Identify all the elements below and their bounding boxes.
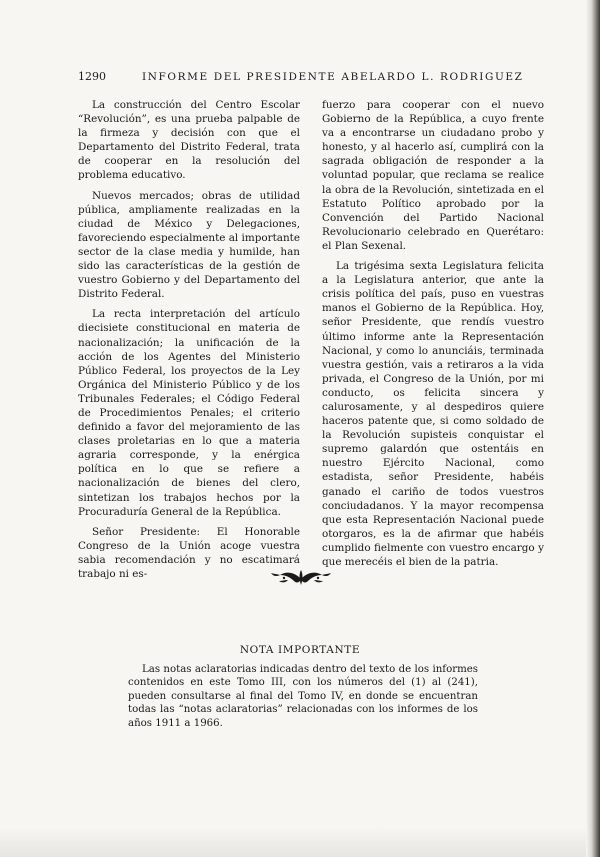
scan-shadow <box>0 827 600 857</box>
paragraph: fuerzo para cooperar con el nuevo Gobierno de la República, a cuyo frente va a encontrarse un ciudadano probo y honesto, y al hacerlo así, cumplirá con la sagrada obligación de responder a la voluntad popular, que reclama se realice la obra de la Revolución, sintetizada en el Estatuto Político aprobado por la Convención del Partido Nacional Revolucionario celebrado en Querétaro: el Plan Sexenal. <box>322 99 544 252</box>
note-paragraph: Las notas aclaratorias indicadas dentro del texto de los informes contenidos en este Tomo III, con los números del (1) al (241), pueden consultarse al final del Tomo IV, en donde se encuentran todas las “notas aclaratorias” relacionadas con los informes de los años 1911 a 1966. <box>128 664 478 729</box>
note-heading: NOTA IMPORTANTE <box>239 644 361 656</box>
left-column <box>78 98 300 587</box>
running-title: INFORME DEL PRESIDENTE ABELARDO L. RODRIGUEZ <box>142 71 524 83</box>
page-header <box>78 70 548 83</box>
paragraph: Nuevos mercados; obras de utilidad pública, ampliamente realizadas en la ciudad de México y Delegaciones, favoreciendo especialmente al importante sector de la clase media y humilde, han sido las características de la gestión de vuestro Gobierno y del Departamento del Distrito Federal. <box>78 189 300 301</box>
page-number: 1290 <box>78 70 106 83</box>
right-column <box>322 98 544 587</box>
paragraph: Señor Presidente: El Honorable Congreso de la Unión acoge vuestra sabia recomendación y no escatimará trabajo ni es- <box>78 525 300 580</box>
paragraph: La recta interpretación del artículo diecisiete constitucional en materia de nacionalización; la unificación de la acción de los Agentes del Ministerio Público Federal, los proyectos de la Ley Orgánica del Ministerio Público y de los Tribunales Federales; el Código Federal de Procedimientos Penales; el criterio definido a favor del mejoramiento de las clases proletarias en lo que a materia agraria corresponde, y la enérgica política en lo que se refiere a nacionalización de bienes del clero, sintetizan los trabajos hechos por la Procuraduría General de la República. <box>78 308 300 518</box>
paragraph: La construcción del Centro Escolar “Revolución”, es una prueba palpable de la firmeza y decisión con que el Departamento del Distrito Federal, trata de cooperar en la resolución del problema educativo. <box>78 99 300 182</box>
paragraph: La trigésima sexta Legislatura felicita a la Legislatura anterior, que ante la crisis política del país, puso en vuestras manos el Gobierno de la República. Hoy, señor Presidente, que rendís vuestro último informe ante la Representación Nacional, y como lo anunciáis, terminada vuestra gestión, vais a retiraros a la vida privada, el Congreso de la Unión, por mi conducto, os felicita sincera y calurosamente, y al despediros quiere haceros patente que, si como soldado de la Revolución supisteis conquistar el supremo galardón que ostentáis en nuestro Ejército Nacional, como estadista, señor Presidente, habéis ganado el cariño de todos vuestros conciudadanos. Y la mayor recompensa que esta Representación Nacional puede otorgaros, es la de afirmar que habéis cumplido fielmente con vuestro encargo y que merecéis el bien de la patria. <box>322 260 544 568</box>
floral-ornament-icon <box>270 566 332 588</box>
page-edge-shadow <box>586 0 600 857</box>
note-body <box>128 663 478 730</box>
text-columns <box>78 98 544 587</box>
